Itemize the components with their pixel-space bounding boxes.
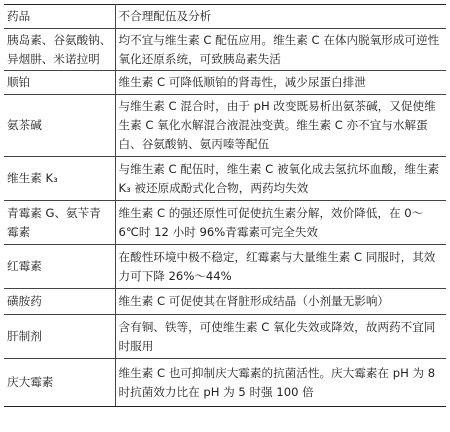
drug-cell: 肝制剂	[4, 315, 115, 359]
analysis-cell: 含有铜、铁等，可使维生素 C 氧化失效或降效，故两药不宜同时服用	[115, 315, 446, 359]
drug-cell: 磺胺药	[4, 289, 115, 315]
drug-cell: 红霉素	[4, 245, 115, 289]
drug-cell: 维生素 K₃	[4, 157, 115, 201]
table-row	[4, 157, 446, 201]
drug-cell: 青霉素 G、氨苄青霉素	[4, 201, 115, 245]
analysis-cell: 与维生素 C 配伍时，维生素 C 被氧化成去氢抗坏血酸，维生素 K₃ 被还原成酚式化合物，两药均失效	[115, 157, 446, 201]
table-row	[4, 359, 446, 407]
table-row	[4, 201, 446, 245]
header-drug: 药品	[4, 5, 115, 29]
drug-cell: 胰岛素、谷氨酸钠、异烟肼、米诺拉明	[4, 29, 115, 71]
analysis-cell: 维生素 C 也可抑制庆大霉素的抗菌活性。庆大霉素在 pH 为 8 时抗菌效力比在 pH 为 5 时强 100 倍	[115, 359, 446, 407]
table-row	[4, 315, 446, 359]
table-row	[4, 245, 446, 289]
drug-cell: 氨茶碱	[4, 95, 115, 157]
header-analysis: 不合理配伍及分析	[115, 5, 446, 29]
analysis-cell: 在酸性环境中极不稳定，红霉素与大量维生素 C 同服时，其效力可下降 26%～44%	[115, 245, 446, 289]
analysis-cell: 均不宜与维生素 C 配伍应用。维生素 C 在体内脱氧形成可逆性氧化还原系统，可致胰岛素失活	[115, 29, 446, 71]
table-row	[4, 289, 446, 315]
table-row	[4, 95, 446, 157]
drug-incompatibility-table	[4, 4, 446, 407]
table-header-row	[4, 5, 446, 29]
table-row	[4, 71, 446, 95]
analysis-cell: 维生素 C 可降低顺铂的肾毒性，减少尿蛋白排泄	[115, 71, 446, 95]
analysis-cell: 与维生素 C 混合时，由于 pH 改变既易析出氨茶碱，又促使维生素 C 氧化水解混合液混浊变黄。维生素 C 亦不宜与水解蛋白、谷氨酸钠、氨丙嗪等配伍	[115, 95, 446, 157]
drug-cell: 顺铂	[4, 71, 115, 95]
table-row	[4, 29, 446, 71]
drug-cell: 庆大霉素	[4, 359, 115, 407]
analysis-cell: 维生素 C 可促使其在肾脏形成结晶（小剂量无影响）	[115, 289, 446, 315]
analysis-cell: 维生素 C 的强还原性可促使抗生素分解，效价降低，在 0～6℃时 12 小时 96%青霉素可完全失效	[115, 201, 446, 245]
